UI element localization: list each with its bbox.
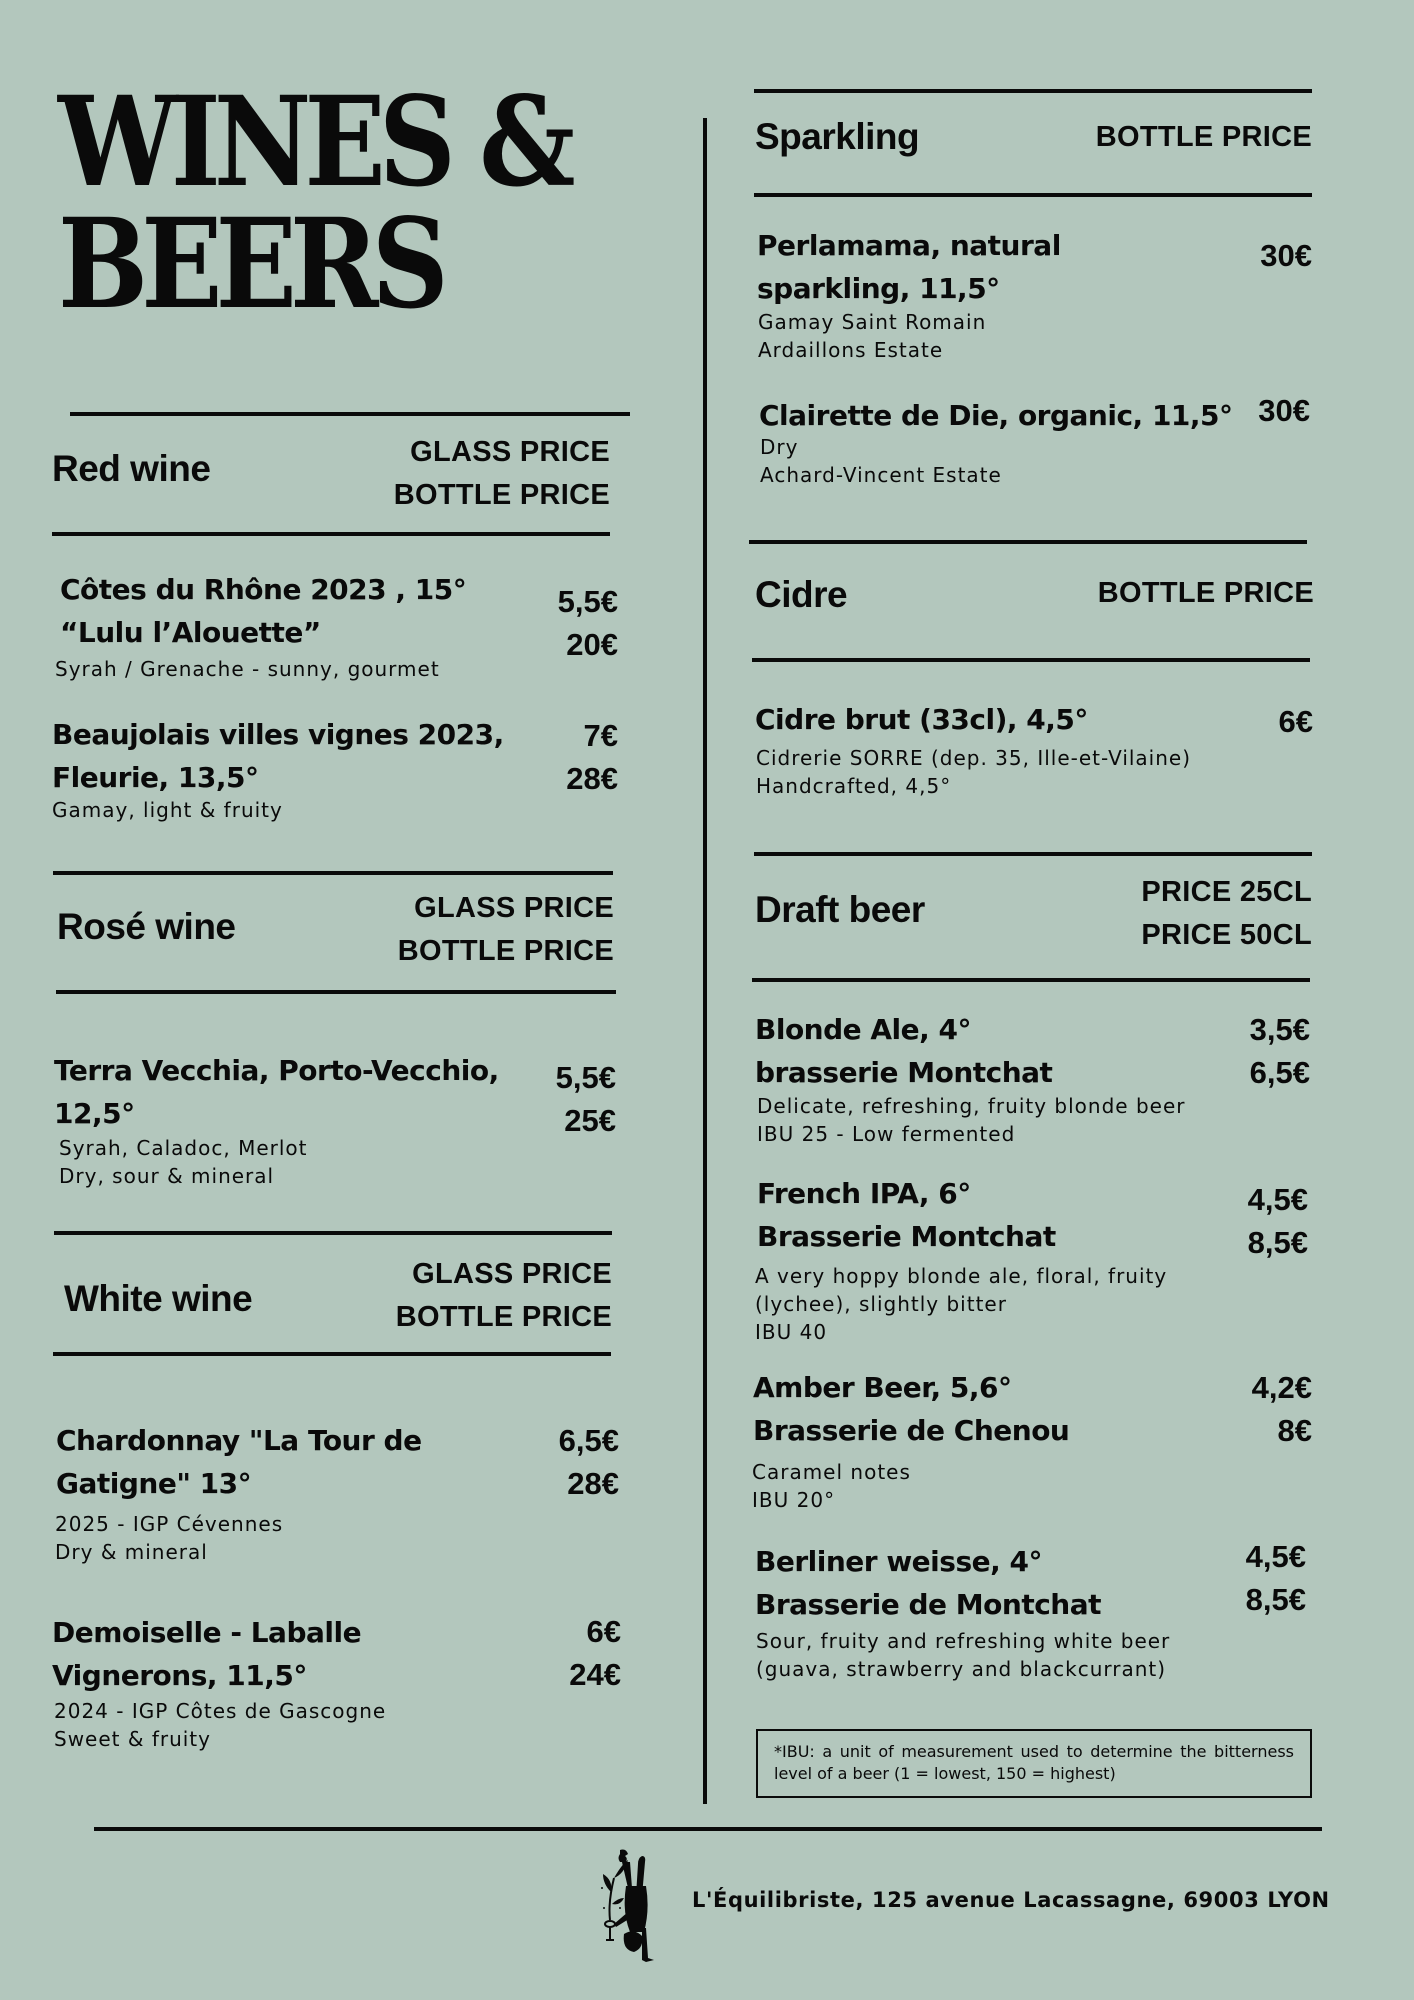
price-50cl: 8,5€ bbox=[1247, 1225, 1308, 1260]
item-prices bbox=[558, 580, 618, 666]
item-description-line: Dry bbox=[760, 435, 799, 459]
item-name-line: “Lulu l’Alouette” bbox=[60, 616, 321, 649]
footer-address: L'Équilibriste, 125 avenue Lacassagne, 69003 LYON bbox=[692, 1888, 1330, 1912]
price-25cl: 4,5€ bbox=[1245, 1539, 1306, 1574]
item-description-line: Caramel notes bbox=[752, 1460, 911, 1484]
item-description bbox=[55, 1510, 283, 1566]
item-name-line: Brasserie de Montchat bbox=[755, 1588, 1102, 1621]
item-description-line: Syrah / Grenache - sunny, gourmet bbox=[55, 657, 440, 681]
glass-price-header: GLASS PRICE bbox=[412, 1258, 612, 1290]
item-description-line: Achard-Vincent Estate bbox=[760, 463, 1002, 487]
section-title: Red wine bbox=[52, 448, 211, 489]
item-prices bbox=[1248, 1178, 1308, 1264]
page-title-line-2: BEERS bbox=[58, 192, 442, 337]
item-prices bbox=[1258, 389, 1310, 432]
item-name-line: Vignerons, 11,5° bbox=[52, 1659, 307, 1692]
bottle-price: 25€ bbox=[564, 1103, 616, 1138]
price-50cl: 6,5€ bbox=[1249, 1055, 1310, 1090]
item-description-line: A very hoppy blonde ale, floral, fruity bbox=[755, 1264, 1168, 1288]
item-name-line: Cidre brut (33cl), 4,5° bbox=[755, 703, 1088, 736]
item-description bbox=[52, 796, 283, 824]
divider-line bbox=[52, 532, 610, 536]
bottle-price-header: BOTTLE PRICE bbox=[1095, 121, 1312, 153]
item-name-line: Demoiselle - Laballe bbox=[52, 1616, 362, 1649]
item-description-line: IBU 25 - Low fermented bbox=[757, 1122, 1016, 1146]
divider-line bbox=[752, 978, 1310, 982]
item-description-line: Gamay Saint Romain bbox=[758, 310, 987, 334]
price-50cl-header: PRICE 50CL bbox=[1141, 919, 1312, 951]
item-description-line: Cidrerie SORRE (dep. 35, Ille-et-Vilaine) bbox=[756, 746, 1192, 770]
bottle-price: 20€ bbox=[566, 627, 618, 662]
item-name bbox=[757, 1172, 1056, 1258]
item-description bbox=[54, 1697, 386, 1753]
item-name-line: French IPA, 6° bbox=[757, 1177, 971, 1210]
item-name bbox=[60, 568, 466, 654]
item-name-line: Chardonnay "La Tour de bbox=[56, 1424, 422, 1457]
item-name-line: Amber Beer, 5,6° bbox=[753, 1371, 1012, 1404]
item-name-line: Clairette de Die, organic, 11,5° bbox=[759, 399, 1233, 432]
glass-price: 7€ bbox=[583, 718, 618, 753]
item-description-line: (lychee), slightly bitter bbox=[755, 1292, 1007, 1316]
price-25cl: 3,5€ bbox=[1249, 1012, 1310, 1047]
divider-line bbox=[53, 871, 613, 875]
acrobat-handstand-logo-icon bbox=[598, 1848, 670, 1964]
item-prices bbox=[1279, 700, 1313, 743]
item-name bbox=[56, 1419, 422, 1505]
item-name bbox=[54, 1049, 499, 1135]
item-name bbox=[755, 1540, 1101, 1626]
glass-price: 5,5€ bbox=[557, 584, 618, 619]
glass-price: 6,5€ bbox=[558, 1423, 619, 1458]
page-title bbox=[58, 70, 569, 337]
item-name-line: Brasserie de Chenou bbox=[753, 1414, 1070, 1447]
item-name bbox=[759, 394, 1233, 437]
bottle-price: 28€ bbox=[566, 761, 618, 796]
item-description-line: Sweet & fruity bbox=[54, 1727, 211, 1751]
price-column-headers bbox=[1141, 871, 1312, 957]
price-25cl: 4,5€ bbox=[1247, 1182, 1308, 1217]
divider-line bbox=[53, 1352, 611, 1356]
item-description bbox=[758, 308, 986, 364]
item-description-line: Gamay, light & fruity bbox=[52, 798, 283, 822]
bottle-price: 30€ bbox=[1260, 238, 1312, 273]
item-name bbox=[755, 698, 1088, 741]
section-title: White wine bbox=[64, 1278, 253, 1319]
item-name-line: Terra Vecchia, Porto-Vecchio, bbox=[54, 1054, 499, 1087]
item-description-line: Dry & mineral bbox=[55, 1540, 208, 1564]
item-prices bbox=[556, 1056, 616, 1142]
ibu-footnote: *IBU: a unit of measurement used to determine the bitterness level of a beer (1 = lowest, 150 = highest) bbox=[756, 1729, 1312, 1798]
item-name bbox=[753, 1366, 1069, 1452]
item-name-line: Gatigne" 13° bbox=[56, 1467, 252, 1500]
item-name-line: Côtes du Rhône 2023 , 15° bbox=[60, 573, 467, 606]
divider-line bbox=[754, 193, 1312, 197]
item-name-line: Perlamama, natural bbox=[757, 229, 1061, 262]
divider-line bbox=[70, 412, 630, 416]
price-column-headers bbox=[396, 1253, 612, 1339]
item-name-line: brasserie Montchat bbox=[755, 1056, 1053, 1089]
divider-line bbox=[754, 852, 1312, 856]
item-prices bbox=[1252, 1366, 1312, 1452]
section-title: Draft beer bbox=[755, 889, 925, 930]
item-name-line: 12,5° bbox=[54, 1097, 135, 1130]
column-divider bbox=[703, 118, 707, 1804]
glass-price: 6€ bbox=[586, 1614, 621, 1649]
section-title: Cidre bbox=[755, 574, 848, 615]
divider-line bbox=[54, 1231, 612, 1235]
item-description bbox=[757, 1092, 1185, 1148]
bottle-price: 24€ bbox=[569, 1657, 621, 1692]
section-title: Sparkling bbox=[755, 116, 920, 157]
footer-divider-line bbox=[94, 1827, 1322, 1831]
bottle-price-header: BOTTLE PRICE bbox=[395, 1301, 612, 1333]
item-description-line: Sour, fruity and refreshing white beer bbox=[756, 1629, 1171, 1653]
item-description-line: Dry, sour & mineral bbox=[59, 1164, 275, 1188]
price-25cl: 4,2€ bbox=[1251, 1370, 1312, 1405]
item-name-line: sparkling, 11,5° bbox=[757, 272, 1000, 305]
glass-price-header: GLASS PRICE bbox=[414, 892, 614, 924]
item-name bbox=[755, 1008, 1052, 1094]
divider-line bbox=[754, 89, 1312, 93]
price-column-headers bbox=[398, 887, 614, 973]
glass-price: 5,5€ bbox=[555, 1060, 616, 1095]
divider-line bbox=[749, 540, 1307, 544]
glass-price-header: GLASS PRICE bbox=[410, 436, 610, 468]
item-name-line: Beaujolais villes vignes 2023, bbox=[52, 718, 504, 751]
divider-line bbox=[56, 990, 616, 994]
bottle-price-header: BOTTLE PRICE bbox=[1097, 577, 1314, 609]
item-description-line: (guava, strawberry and blackcurrant) bbox=[756, 1657, 1167, 1681]
item-description-line: Delicate, refreshing, fruity blonde beer bbox=[757, 1094, 1186, 1118]
item-description-line: Ardaillons Estate bbox=[758, 338, 944, 362]
item-name bbox=[52, 1611, 361, 1697]
item-description bbox=[752, 1458, 911, 1514]
item-description-line: IBU 40 bbox=[755, 1320, 828, 1344]
item-prices bbox=[1246, 1535, 1306, 1621]
item-prices bbox=[559, 1419, 619, 1505]
page-title-line-1: WINES & bbox=[58, 70, 569, 215]
item-prices bbox=[1250, 1008, 1310, 1094]
item-prices bbox=[569, 1610, 621, 1696]
bottle-price-header: BOTTLE PRICE bbox=[397, 935, 614, 967]
item-name-line: Berliner weisse, 4° bbox=[755, 1545, 1042, 1578]
item-description-line: IBU 20° bbox=[752, 1488, 836, 1512]
item-description bbox=[59, 1134, 308, 1190]
item-description bbox=[756, 1627, 1170, 1683]
price-column-headers bbox=[1098, 572, 1314, 615]
divider-line bbox=[752, 658, 1310, 662]
bottle-price: 6€ bbox=[1278, 704, 1313, 739]
item-name-line: Fleurie, 13,5° bbox=[52, 761, 259, 794]
item-description bbox=[755, 1262, 1167, 1346]
item-description-line: Syrah, Caladoc, Merlot bbox=[59, 1136, 308, 1160]
item-prices bbox=[1260, 234, 1312, 277]
item-name-line: Brasserie Montchat bbox=[757, 1220, 1056, 1253]
item-name-line: Blonde Ale, 4° bbox=[755, 1013, 972, 1046]
item-description-line: 2024 - IGP Côtes de Gascogne bbox=[54, 1699, 387, 1723]
bottle-price: 30€ bbox=[1258, 393, 1310, 428]
price-column-headers bbox=[1096, 116, 1312, 159]
item-description bbox=[756, 744, 1191, 800]
item-prices bbox=[566, 714, 618, 800]
price-50cl: 8€ bbox=[1277, 1413, 1312, 1448]
price-50cl: 8,5€ bbox=[1245, 1582, 1306, 1617]
item-description bbox=[55, 655, 440, 683]
item-description-line: 2025 - IGP Cévennes bbox=[55, 1512, 284, 1536]
bottle-price-header: BOTTLE PRICE bbox=[393, 479, 610, 511]
item-name bbox=[757, 224, 1061, 310]
item-description bbox=[760, 433, 1002, 489]
bottle-price: 28€ bbox=[567, 1466, 619, 1501]
section-title: Rosé wine bbox=[57, 906, 236, 947]
price-25cl-header: PRICE 25CL bbox=[1141, 876, 1312, 908]
price-column-headers bbox=[394, 431, 610, 517]
item-description-line: Handcrafted, 4,5° bbox=[756, 774, 952, 798]
item-name bbox=[52, 713, 504, 799]
